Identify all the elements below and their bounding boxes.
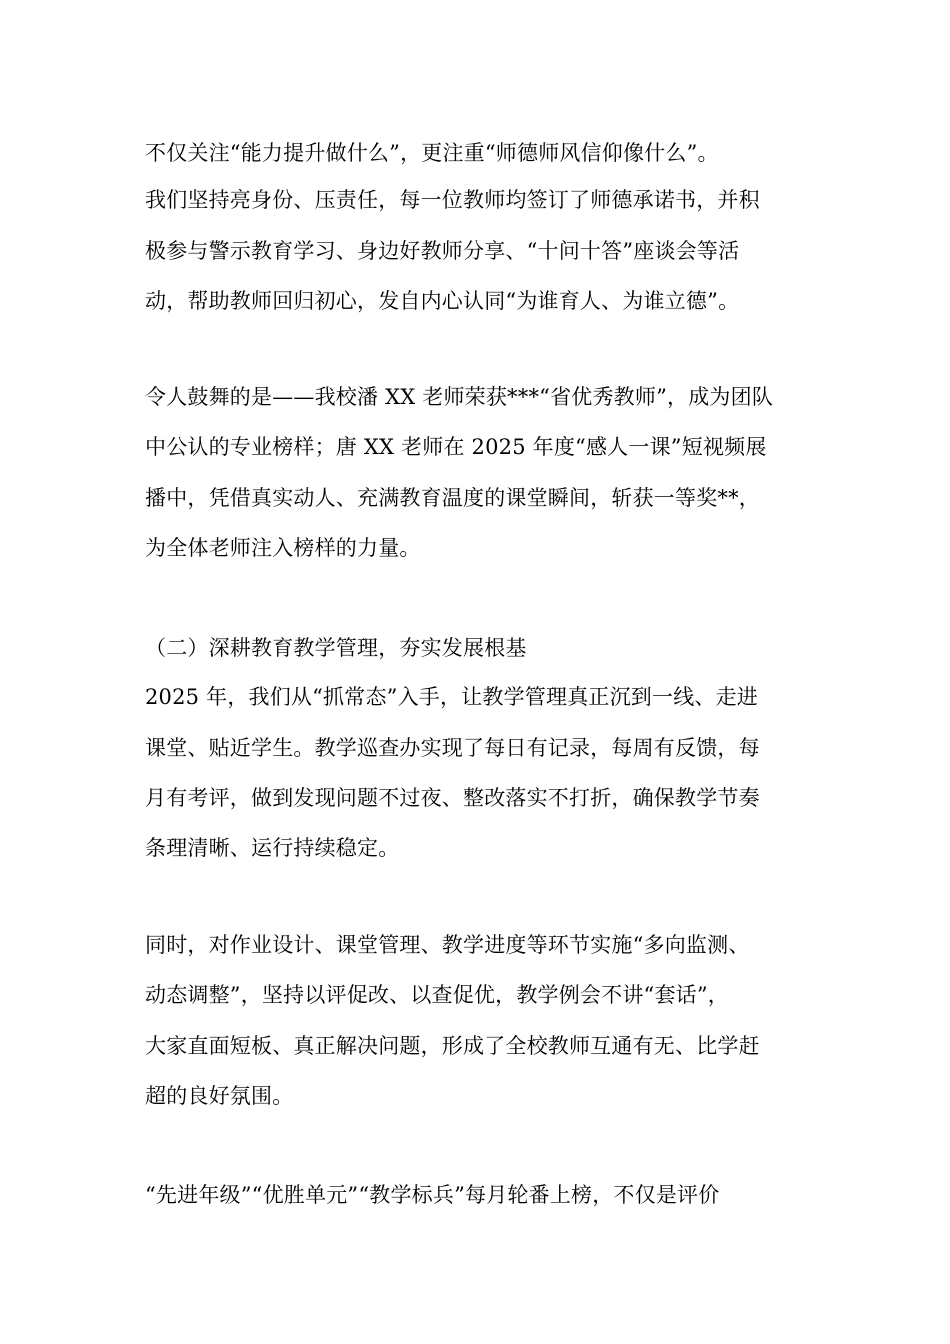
text-line: 课堂、贴近学生。教学巡查办实现了每日有记录，每周有反馈，每 <box>145 736 760 760</box>
text-line: 我们坚持亮身份、压责任，每一位教师均签订了师德承诺书，并积 <box>145 188 760 212</box>
text-line: 大家直面短板、真正解决问题，形成了全校教师互通有无、比学赶 <box>145 1034 760 1058</box>
text-line: 动态调整”，坚持以评促改、以查促优，教学例会不讲“套话”， <box>145 983 730 1007</box>
text-line: 条理清晰、运行持续稳定。 <box>145 836 400 860</box>
text-line: 动，帮助教师回归初心，发自内心认同“为谁育人、为谁立德”。 <box>145 289 740 313</box>
text-line: 同时，对作业设计、课堂管理、教学进度等环节实施“多向监测、 <box>145 933 750 957</box>
section-heading: （二）深耕教育教学管理，夯实发展根基 <box>145 636 527 660</box>
text-line: 极参与警示教育学习、身边好教师分享、“十问十答”座谈会等活 <box>145 239 740 263</box>
text-line: 令人鼓舞的是——我校潘 XX 老师荣获***“省优秀教师”，成为团队 <box>145 385 774 409</box>
text-line: 月有考评，做到发现问题不过夜、整改落实不打折，确保教学节奏 <box>145 786 760 810</box>
text-line: 超的良好氛围。 <box>145 1084 294 1108</box>
text-line: 2025 年，我们从“抓常态”入手，让教学管理真正沉到一线、走进 <box>145 685 758 709</box>
text-line: 播中，凭借真实动人、充满教育温度的课堂瞬间，斩获一等奖**， <box>145 486 760 510</box>
text-line: 为全体老师注入榜样的力量。 <box>145 536 421 560</box>
text-line: 不仅关注“能力提升做什么”，更注重“师德师风信仰像什么”。 <box>145 141 719 165</box>
text-line: “先进年级”“优胜单元”“教学标兵”每月轮番上榜，不仅是评价 <box>145 1183 720 1207</box>
text-line: 中公认的专业榜样；唐 XX 老师在 2025 年度“感人一课”短视频展 <box>145 435 767 459</box>
